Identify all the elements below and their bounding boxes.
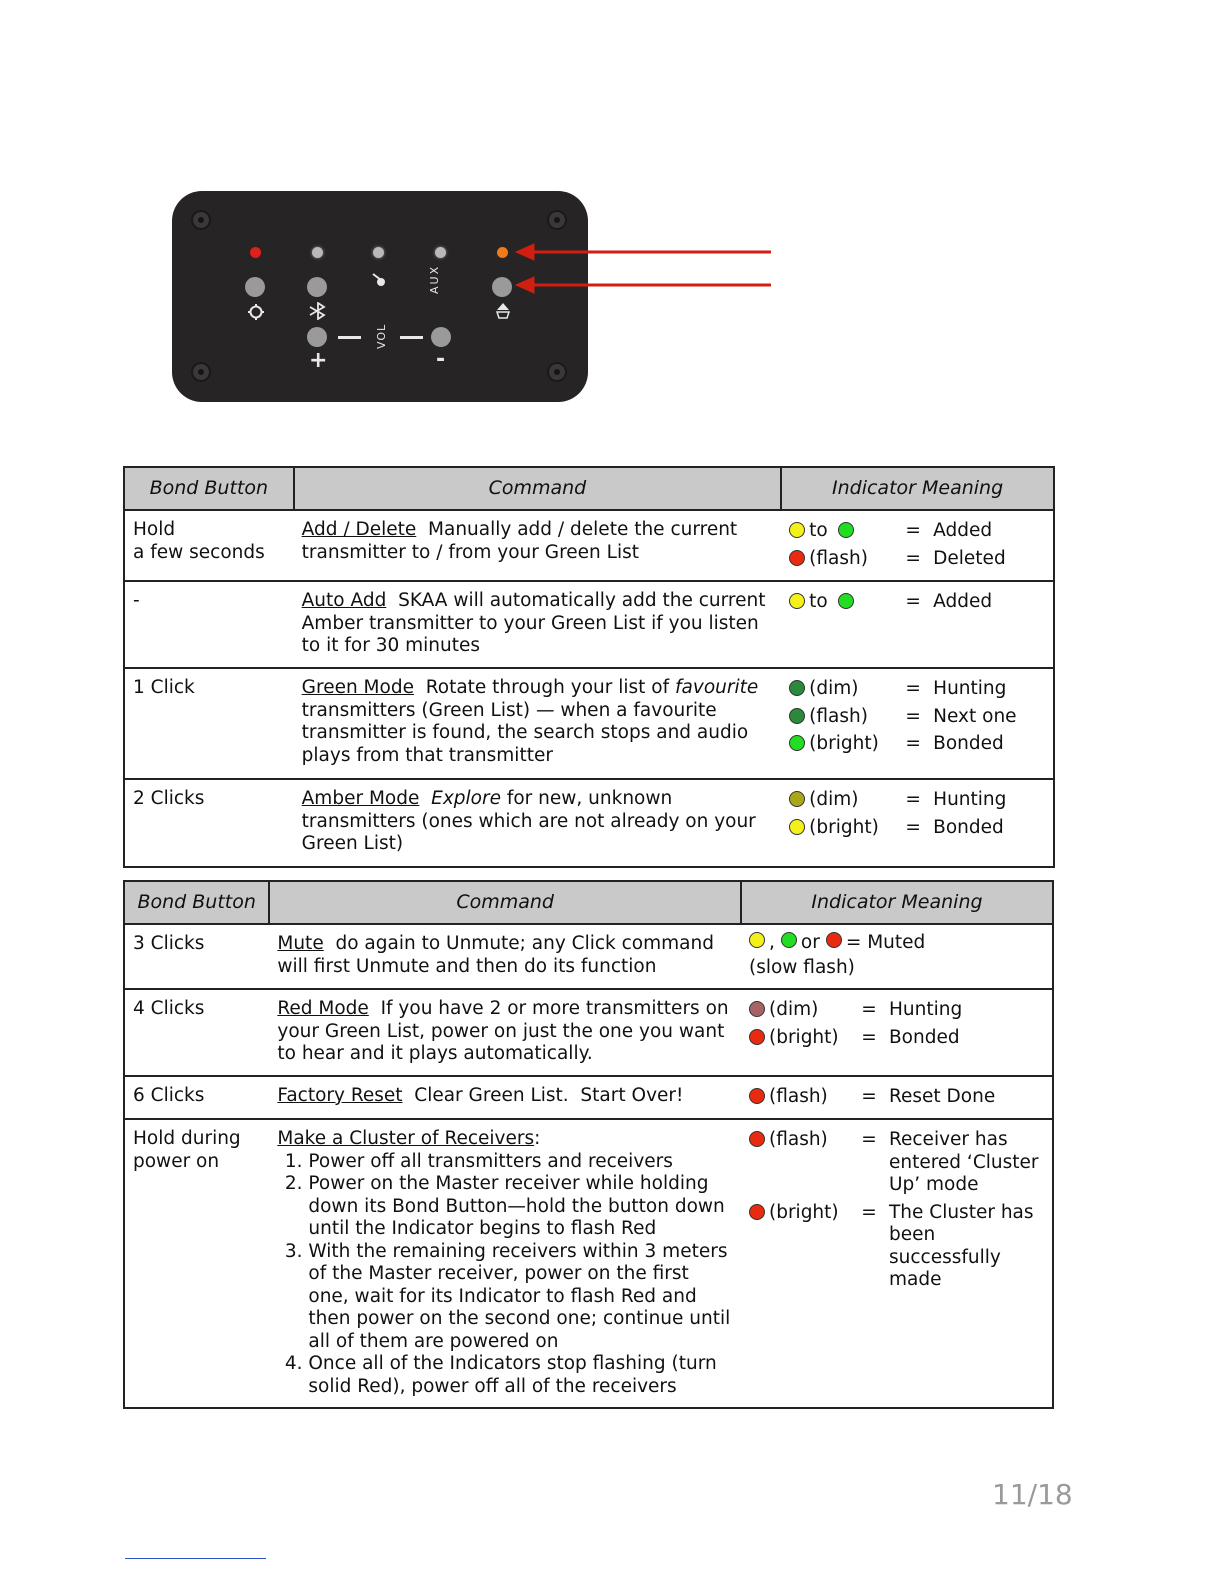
yellow-dot-icon <box>789 593 805 609</box>
green-dim-dot-icon <box>789 708 805 724</box>
indicator-line <box>789 591 1045 614</box>
command-text-emphasis: Explore <box>431 788 501 809</box>
indicator-state: (dim) <box>809 789 859 810</box>
bond-button-cell: 1 Click <box>124 668 294 779</box>
table-row <box>124 989 1053 1076</box>
header-command: Command <box>269 881 741 924</box>
green-dim-dot-icon <box>789 680 805 696</box>
command-text: do again to Unmute; any Click command will first Unmute and then do its function <box>277 933 714 977</box>
indicator-cell <box>741 1076 1053 1119</box>
mode-name: Green Mode <box>301 677 414 698</box>
separator: or <box>800 932 820 953</box>
table-row <box>124 1076 1053 1119</box>
indicator-line <box>749 932 1044 955</box>
indicator-to: to <box>809 520 828 541</box>
indicator-cell <box>741 924 1053 989</box>
bond-button-cell: 6 Clicks <box>124 1076 269 1119</box>
bond-button-cell: 4 Clicks <box>124 989 269 1076</box>
equals-sign: = <box>905 733 921 754</box>
indicator-line <box>789 789 1045 812</box>
indicator-state: (flash) <box>809 705 868 727</box>
command-text: for new, unknown transmitters (ones which are not already on your Green List) <box>301 788 756 854</box>
indicator-state: (bright) <box>768 1026 839 1048</box>
bond-action-detail: a few seconds <box>133 541 265 563</box>
volume-down-label: - <box>436 347 446 372</box>
indicator-cell <box>781 668 1054 779</box>
command-cell <box>294 779 782 867</box>
volume-label: VOL <box>375 323 388 349</box>
red-dot-icon <box>749 1088 765 1104</box>
bond-button-table-2 <box>123 880 1054 1409</box>
indicator-meaning: Bonded <box>933 816 1004 838</box>
indicator-state: (flash) <box>768 1086 828 1107</box>
mode-name: Add / Delete <box>301 519 417 540</box>
table-row <box>124 581 1054 668</box>
indicator-line <box>789 678 1045 701</box>
aux-label: AUX <box>428 264 441 294</box>
red-dot-icon <box>789 550 805 566</box>
arrow-to-button-head <box>516 277 534 293</box>
command-cell <box>294 510 782 581</box>
indicator-cell <box>741 989 1053 1076</box>
command-cell <box>269 924 741 989</box>
indicator-cell <box>741 1119 1053 1408</box>
command-cell <box>294 581 782 668</box>
mode-name: Make a Cluster of Receivers <box>277 1128 535 1149</box>
bond-button-cell: - <box>124 581 294 668</box>
indicator-to: to <box>809 591 828 612</box>
red-dim-dot-icon <box>749 1001 765 1017</box>
indicator-meaning: Muted <box>867 932 926 953</box>
table-header <box>124 881 1053 924</box>
indicator-cell <box>781 510 1054 581</box>
equals-sign: = <box>905 816 921 838</box>
list-item: 2. Power on the Master receiver while holding down its Bond Button—hold the button down until the Indicator begins to flash Red <box>308 1173 733 1241</box>
indicator-meaning: Bonded <box>933 733 1004 754</box>
green-dot-icon <box>838 522 854 538</box>
yellow-dot-icon <box>789 522 805 538</box>
indicator-meaning: Deleted <box>933 547 1006 569</box>
bond-button-cell: 3 Clicks <box>124 924 269 989</box>
equals-sign: = <box>861 999 877 1020</box>
command-text: Rotate through your list of <box>425 677 670 698</box>
indicator-line <box>749 1086 1044 1109</box>
header-command: Command <box>294 467 782 510</box>
bond-button-cell: Hold during power on <box>124 1119 269 1408</box>
table-row <box>124 1119 1053 1408</box>
bond-action: Hold <box>133 519 176 540</box>
indicator-state: (bright) <box>768 1201 839 1223</box>
indicator-note: (slow flash) <box>748 956 855 978</box>
mode-name: Auto Add <box>301 590 387 611</box>
command-cell <box>269 1076 741 1119</box>
indicator-line <box>789 520 1045 543</box>
mode-name: Factory Reset <box>277 1085 403 1106</box>
indicator-line <box>749 999 1044 1022</box>
command-text: Clear Green List. Start Over! <box>414 1085 684 1106</box>
indicator-line <box>789 817 1045 840</box>
mode-suffix: : <box>534 1128 541 1149</box>
indicator-meaning: Bonded <box>888 1026 960 1048</box>
footnote-divider <box>125 1558 266 1559</box>
mode-name: Red Mode <box>277 998 369 1019</box>
list-item: 4. Once all of the Indicators stop flashing (turn solid Red), power off all of the receivers <box>308 1353 733 1398</box>
table-row <box>124 779 1054 867</box>
equals-sign: = <box>905 591 921 612</box>
indicator-line <box>749 1129 1044 1197</box>
command-text: SKAA will automatically add the current Amber transmitter to your Green List if you listen to it for 30 minutes <box>301 590 766 656</box>
indicator-state: (flash) <box>768 1129 828 1150</box>
indicator-meaning: Receiver has entered ‘Cluster Up’ mode <box>888 1129 1039 1195</box>
header-indicator-meaning: Indicator Meaning <box>741 881 1053 924</box>
indicator-line <box>749 1027 1044 1050</box>
command-cell <box>269 1119 741 1408</box>
red-dot-icon <box>749 1029 765 1045</box>
equals-sign: = <box>861 1129 877 1150</box>
volume-up-label: + <box>309 348 328 373</box>
separator: , <box>768 932 775 953</box>
equals-sign: = <box>905 789 921 810</box>
green-dot-icon <box>781 932 797 948</box>
green-dot-icon <box>838 593 854 609</box>
indicator-state: (bright) <box>809 733 879 754</box>
table-row <box>124 924 1053 989</box>
command-cell <box>294 668 782 779</box>
list-item: 3. With the remaining receivers within 3 meters of the Master receiver, power on the first one, wait for its Indicator to flash Red and then power on the second one; continue until all of them are powered on <box>308 1241 733 1354</box>
indicator-state: (flash) <box>809 547 868 569</box>
mode-name: Mute <box>277 933 324 954</box>
equals-sign: = <box>905 705 921 727</box>
equals-sign: = <box>861 1026 877 1048</box>
indicator-meaning: Hunting <box>888 999 963 1020</box>
red-dot-icon <box>749 1204 765 1220</box>
yellow-dot-icon <box>749 932 765 948</box>
table-row <box>124 510 1054 581</box>
mode-name: Amber Mode <box>301 788 420 809</box>
indicator-meaning: Added <box>933 520 993 541</box>
equals-sign: = <box>905 520 921 541</box>
indicator-state: (bright) <box>809 816 879 838</box>
bond-button-cell <box>124 510 294 581</box>
indicator-line <box>789 706 1045 729</box>
red-dot-icon <box>826 932 842 948</box>
indicator-state: (dim) <box>768 999 819 1020</box>
cluster-steps-list <box>277 1151 733 1399</box>
bond-button-table-1 <box>123 466 1055 868</box>
green-dot-icon <box>789 735 805 751</box>
indicator-line <box>749 1202 1044 1292</box>
red-dot-icon <box>749 1131 765 1147</box>
command-text: Manually add / delete the current transmitter to / from your Green List <box>301 519 738 563</box>
indicator-meaning: Reset Done <box>888 1086 996 1107</box>
header-bond-button: Bond Button <box>124 467 294 510</box>
indicator-meaning: Hunting <box>933 678 1007 699</box>
indicator-cell <box>781 779 1054 867</box>
page-number: 11/18 <box>992 1478 1073 1511</box>
indicator-meaning: The Cluster has been successfully made <box>888 1201 1034 1290</box>
indicator-meaning: Next one <box>933 705 1017 727</box>
indicator-line <box>789 548 1045 571</box>
callout-arrows <box>0 0 1225 420</box>
command-cell <box>269 989 741 1076</box>
equals-sign: = <box>845 932 862 953</box>
yellow-dot-icon <box>789 819 805 835</box>
header-indicator-meaning: Indicator Meaning <box>781 467 1054 510</box>
indicator-meaning: Added <box>933 591 993 612</box>
header-bond-button: Bond Button <box>124 881 269 924</box>
list-item: 1. Power off all transmitters and receivers <box>308 1151 733 1174</box>
command-text: transmitters (Green List) — when a favourite transmitter is found, the search stops and audio plays from that transmitter <box>301 699 749 766</box>
indicator-line <box>789 733 1045 756</box>
equals-sign: = <box>905 547 921 569</box>
table-header <box>124 467 1054 510</box>
table-row <box>124 668 1054 779</box>
equals-sign: = <box>905 678 921 699</box>
amber-dim-dot-icon <box>789 791 805 807</box>
equals-sign: = <box>861 1086 877 1107</box>
bond-button-cell: 2 Clicks <box>124 779 294 867</box>
command-text-emphasis: favourite <box>675 677 759 698</box>
arrow-to-led-head <box>516 244 534 260</box>
indicator-state: (dim) <box>809 678 859 699</box>
command-text: If you have 2 or more transmitters on your Green List, power on just the one you want to hear and it plays automatically. <box>277 998 729 1064</box>
equals-sign: = <box>861 1201 877 1223</box>
indicator-meaning: Hunting <box>933 789 1007 810</box>
indicator-cell <box>781 581 1054 668</box>
